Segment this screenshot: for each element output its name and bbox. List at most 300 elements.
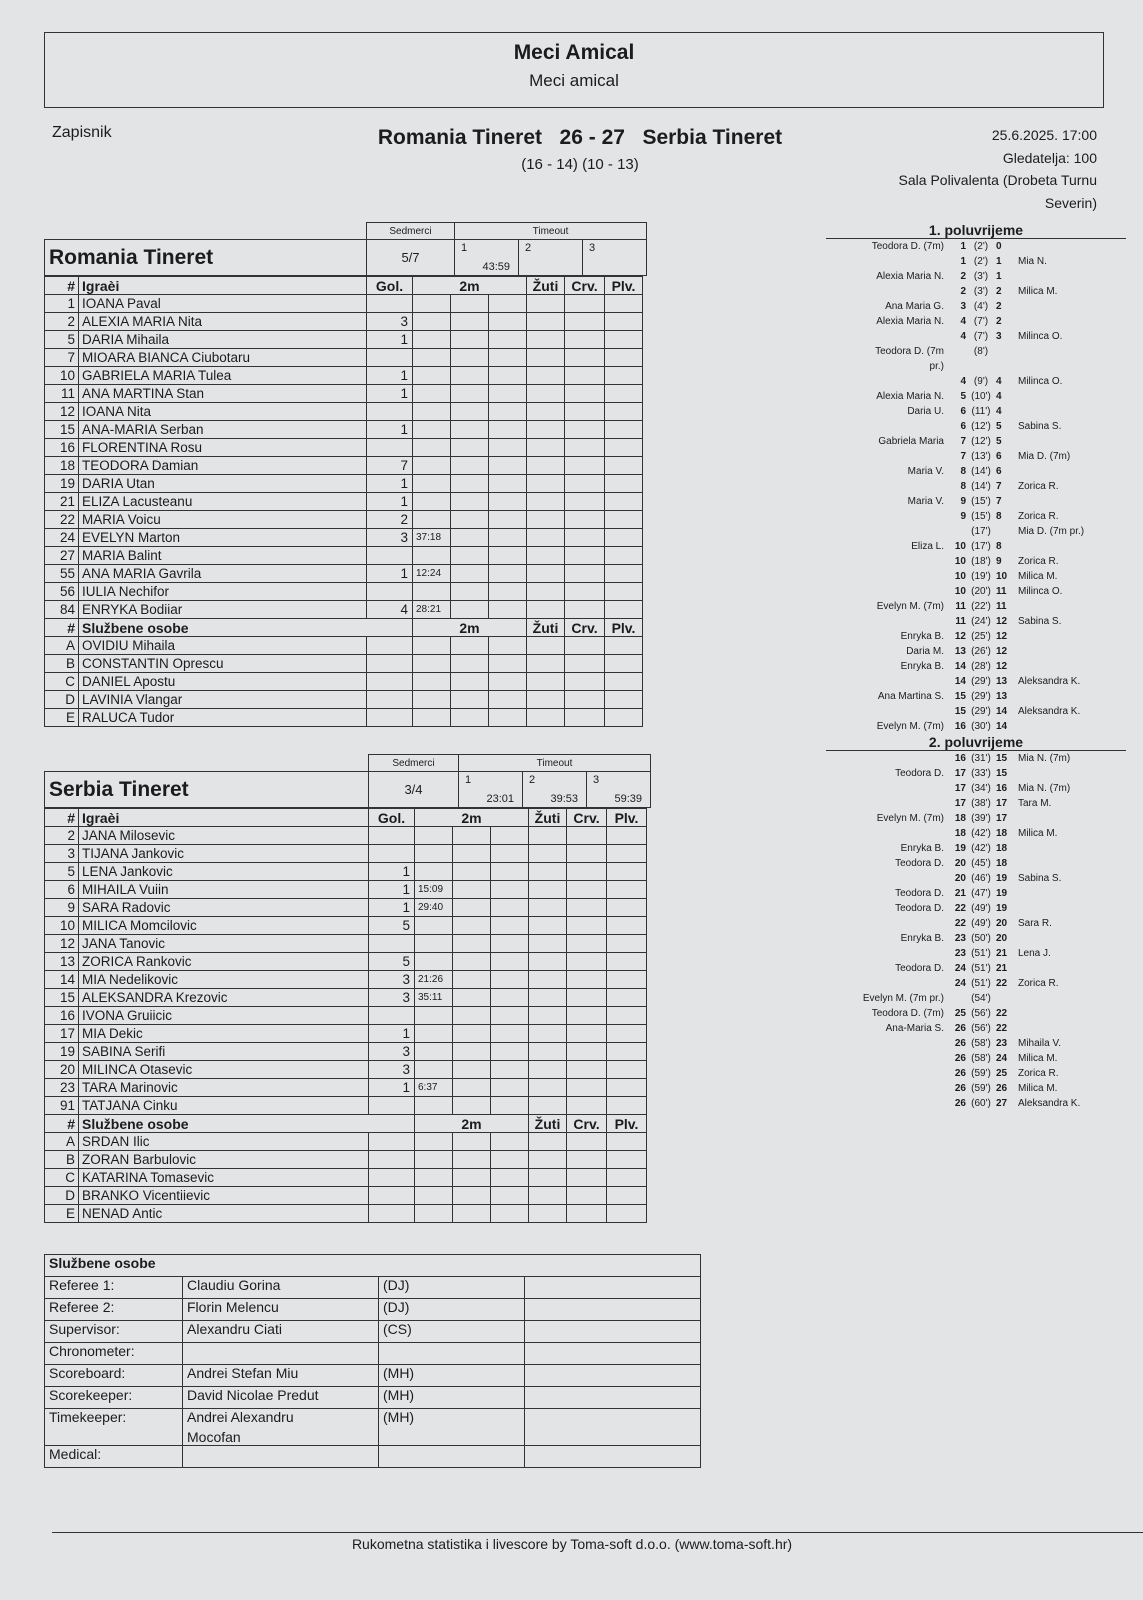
player-name: EVELYN Marton	[79, 529, 367, 547]
player-stat-cell	[489, 529, 527, 547]
official-stat-cell	[489, 673, 527, 691]
team-a-player-row	[45, 547, 643, 565]
col-2min: 2m	[415, 1115, 529, 1133]
player-goals	[367, 403, 413, 421]
official-name: BRANKO Vicentiievic	[79, 1187, 369, 1205]
home-score: 23	[954, 933, 966, 944]
minute: (7')	[973, 331, 989, 342]
home-scorer	[826, 374, 948, 389]
player-2min-1: 12:24	[413, 565, 451, 583]
minute: (2')	[973, 256, 989, 267]
home-scorer: Evelyn M. (7m)	[876, 721, 944, 732]
official-stat-cell	[529, 1187, 567, 1205]
away-scorer: Aleksandra K.	[1018, 1098, 1081, 1109]
home-score: 26	[954, 1023, 966, 1034]
away-score: 2	[996, 301, 1002, 312]
official-code	[379, 1343, 525, 1365]
player-stat-cell	[453, 971, 491, 989]
player-goals: 3	[367, 529, 413, 547]
player-name: IOANA Paval	[79, 295, 367, 313]
minute: (18')	[971, 556, 991, 567]
home-score: 5	[960, 391, 966, 402]
player-number: 5	[45, 331, 79, 349]
official-extra	[525, 1343, 701, 1365]
official-extra	[525, 1277, 701, 1299]
col-yellow: Žuti	[527, 619, 565, 637]
player-number: 16	[45, 1007, 79, 1025]
minute: (15')	[971, 496, 991, 507]
home-score: 6	[960, 406, 966, 417]
team-b-roster	[44, 808, 647, 1223]
player-name: IVONA Gruiicic	[79, 1007, 369, 1025]
team-a-official-row	[45, 637, 643, 655]
away-scorer	[1014, 886, 1018, 901]
player-stat-cell	[491, 971, 529, 989]
team-a-player-row	[45, 457, 643, 475]
official-role: Medical:	[45, 1446, 183, 1468]
goal-log-row	[826, 554, 1126, 569]
away-score: 12	[996, 661, 1008, 672]
player-stat-cell	[451, 601, 489, 619]
home-scorer	[826, 329, 948, 344]
team-b-timeout-1: 1 23:01	[459, 772, 523, 808]
away-scorer: Sabina S.	[1018, 421, 1062, 432]
official-letter: A	[45, 1133, 79, 1151]
away-scorer: Milica M.	[1018, 1053, 1058, 1064]
minute: (14')	[971, 466, 991, 477]
home-score: 6	[960, 421, 966, 432]
minute: (38')	[971, 798, 991, 809]
player-name: SABINA Serifi	[79, 1043, 369, 1061]
official-role: Timekeeper:	[45, 1409, 183, 1446]
official-stat-cell	[529, 1169, 567, 1187]
player-2min-1: 21:26	[415, 971, 453, 989]
venue-line-2: Severin)	[1044, 194, 1097, 211]
player-stat-cell	[489, 385, 527, 403]
minute: (47')	[971, 888, 991, 899]
team-b-player-row	[45, 881, 647, 899]
home-score: 8	[960, 466, 966, 477]
player-stat-cell	[489, 511, 527, 529]
col-2min: 2m	[413, 619, 527, 637]
official-stat-cell	[489, 637, 527, 655]
official-role-row	[45, 1277, 701, 1299]
official-person-line: Mocofan	[187, 1429, 241, 1445]
home-scorer	[826, 916, 948, 931]
footer-credit: Rukometna statistika i livescore by Toma-soft d.o.o. (www.toma-soft.hr)	[351, 1536, 793, 1552]
player-stat-cell	[453, 899, 491, 917]
player-stat-cell	[529, 1097, 567, 1115]
player-stat-cell	[529, 1025, 567, 1043]
player-stat-cell	[529, 1061, 567, 1079]
player-stat-cell	[527, 385, 565, 403]
home-scorer: Evelyn M. (7m)	[876, 601, 944, 612]
official-name: RALUCA Tudor	[79, 709, 367, 727]
goal-log-row	[826, 704, 1126, 719]
player-name: MARIA Voicu	[79, 511, 367, 529]
player-stat-cell	[529, 899, 567, 917]
official-stat-cell	[491, 1187, 529, 1205]
home-scorer	[826, 1036, 948, 1051]
minute: (33')	[971, 768, 991, 779]
away-score: 15	[996, 753, 1008, 764]
official-stat-cell	[565, 673, 605, 691]
minute: (49')	[971, 903, 991, 914]
away-scorer: Sabina S.	[1018, 873, 1062, 884]
away-scorer: Mia N. (7m)	[1018, 753, 1071, 764]
team-b-player-row	[45, 935, 647, 953]
player-goals	[367, 295, 413, 313]
official-extra	[525, 1321, 701, 1343]
team-a-player-row	[45, 601, 643, 619]
player-stat-cell	[453, 953, 491, 971]
col-blue: Plv.	[607, 1115, 647, 1133]
player-stat-cell	[527, 331, 565, 349]
player-stat-cell	[489, 583, 527, 601]
player-number: 11	[45, 385, 79, 403]
goal-log-row	[826, 374, 1126, 389]
final-score: 26 - 27	[559, 126, 625, 149]
minute: (60')	[971, 1098, 991, 1109]
home-score: 11	[955, 616, 966, 627]
home-scorer: Alexia Maria N.	[876, 316, 944, 327]
player-stat-cell	[529, 989, 567, 1007]
player-number: 13	[45, 953, 79, 971]
player-stat-cell	[491, 953, 529, 971]
goal-log-row	[826, 479, 1126, 494]
player-stat-cell	[491, 1061, 529, 1079]
minute: (29')	[971, 691, 991, 702]
official-stat-cell	[605, 691, 643, 709]
goal-log-row	[826, 976, 1126, 991]
official-person	[183, 1343, 379, 1365]
minute: (17')	[971, 541, 991, 552]
away-score: 15	[996, 768, 1008, 779]
away-scorer: Milinca O.	[1018, 331, 1063, 342]
official-role-row	[45, 1387, 701, 1409]
player-number: 18	[45, 457, 79, 475]
home-score: 14	[954, 676, 966, 687]
home-score: 20	[954, 873, 966, 884]
player-goals: 7	[367, 457, 413, 475]
official-person: David Nicolae Predut	[183, 1387, 379, 1409]
home-scorer	[826, 449, 948, 464]
player-stat-cell	[491, 989, 529, 1007]
home-score: 2	[960, 271, 966, 282]
official-stat-cell	[567, 1151, 607, 1169]
team-a-official-row	[45, 691, 643, 709]
minute: (28')	[971, 661, 991, 672]
team-b-player-row	[45, 917, 647, 935]
home-score	[948, 524, 966, 539]
player-stat-cell	[529, 1043, 567, 1061]
official-stat-cell	[565, 709, 605, 727]
player-stat-cell	[451, 493, 489, 511]
document-header	[44, 32, 1104, 108]
away-score: 2	[996, 286, 1002, 297]
goal-log-row	[826, 826, 1126, 841]
team-a-player-row	[45, 565, 643, 583]
official-stat-cell	[567, 1205, 607, 1223]
official-stat-cell	[491, 1169, 529, 1187]
col-blue: Plv.	[605, 619, 643, 637]
player-name: MILICA Momcilovic	[79, 917, 369, 935]
away-score: 13	[996, 691, 1008, 702]
player-stat-cell	[453, 1025, 491, 1043]
home-score: 22	[954, 903, 966, 914]
minute: (39')	[971, 813, 991, 824]
player-name: TARA Marinovic	[79, 1079, 369, 1097]
away-score: 17	[996, 813, 1008, 824]
col-goals: Gol.	[369, 809, 415, 827]
official-name: DANIEL Apostu	[79, 673, 367, 691]
player-stat-cell	[489, 475, 527, 493]
goal-log	[826, 222, 1126, 1111]
player-stat-cell	[605, 313, 643, 331]
home-scorer	[826, 674, 948, 689]
player-2min-1	[413, 313, 451, 331]
official-role-row	[45, 1446, 701, 1468]
player-number: 21	[45, 493, 79, 511]
home-scorer	[826, 509, 948, 524]
player-2min-1	[415, 953, 453, 971]
official-stat-cell	[607, 1169, 647, 1187]
goal-log-row	[826, 404, 1126, 419]
col-yellow: Žuti	[529, 809, 567, 827]
player-2min-1	[413, 403, 451, 421]
away-scorer: Milica M.	[1018, 286, 1058, 297]
player-name: TIJANA Jankovic	[79, 845, 369, 863]
player-name: DARIA Mihaila	[79, 331, 367, 349]
official-stat-cell	[529, 1133, 567, 1151]
home-scorer: Teodora D.	[895, 963, 944, 974]
minute: (22')	[971, 601, 991, 612]
goal-log-row	[826, 991, 1126, 1006]
team-b-player-row	[45, 1025, 647, 1043]
away-score: 10	[996, 571, 1008, 582]
away-score: 24	[996, 1053, 1008, 1064]
team-a-name: Romania Tineret	[45, 240, 367, 276]
player-2min-1	[413, 547, 451, 565]
player-stat-cell	[567, 953, 607, 971]
player-stat-cell	[607, 1097, 647, 1115]
official-stat-cell	[565, 655, 605, 673]
player-stat-cell	[605, 493, 643, 511]
minute: (11')	[971, 406, 991, 417]
player-2min-1	[415, 1043, 453, 1061]
goal-log-row	[826, 1096, 1126, 1111]
player-stat-cell	[491, 899, 529, 917]
player-stat-cell	[565, 385, 605, 403]
official-code	[379, 1446, 525, 1468]
col-red: Crv.	[565, 619, 605, 637]
player-number: 7	[45, 349, 79, 367]
away-scorer	[1014, 404, 1018, 419]
player-number: 19	[45, 1043, 79, 1061]
minute: (51')	[971, 978, 991, 989]
player-number: 1	[45, 295, 79, 313]
away-scorer	[1014, 961, 1018, 976]
player-stat-cell	[565, 493, 605, 511]
away-score: 19	[996, 888, 1008, 899]
team-b-player-row	[45, 1097, 647, 1115]
player-name: IULIA Nechifor	[79, 583, 367, 601]
player-stat-cell	[489, 565, 527, 583]
player-stat-cell	[527, 493, 565, 511]
official-stat-cell	[451, 691, 489, 709]
player-stat-cell	[451, 439, 489, 457]
official-extra	[525, 1387, 701, 1409]
player-name: DARIA Utan	[79, 475, 367, 493]
player-stat-cell	[565, 403, 605, 421]
away-score: 7	[996, 481, 1002, 492]
player-stat-cell	[527, 313, 565, 331]
player-stat-cell	[491, 1079, 529, 1097]
first-half-title: 1. poluvrijeme	[826, 222, 1126, 239]
home-score: 7	[960, 436, 966, 447]
official-stat-cell	[567, 1133, 607, 1151]
player-stat-cell	[451, 403, 489, 421]
official-stat-cell	[453, 1133, 491, 1151]
footer-divider	[52, 1532, 1143, 1533]
home-scorer	[826, 1081, 948, 1096]
player-goals: 3	[369, 1043, 415, 1061]
player-name: ELIZA Lacusteanu	[79, 493, 367, 511]
home-score: 11	[955, 601, 966, 612]
home-scorer	[826, 479, 948, 494]
player-stat-cell	[607, 863, 647, 881]
player-name: JANA Milosevic	[79, 827, 369, 845]
document-subtitle: Meci amical	[529, 71, 619, 90]
player-2min-1	[413, 421, 451, 439]
away-scorer	[1014, 389, 1018, 404]
player-number: 22	[45, 511, 79, 529]
official-role-row	[45, 1299, 701, 1321]
player-stat-cell	[565, 295, 605, 313]
official-person	[183, 1409, 379, 1446]
player-stat-cell	[527, 601, 565, 619]
team-b-timeout-3: 3 59:39	[587, 772, 651, 808]
player-number: 12	[45, 403, 79, 421]
official-role-row	[45, 1343, 701, 1365]
official-stat-cell	[415, 1205, 453, 1223]
officials-title-row	[45, 1255, 701, 1277]
player-stat-cell	[529, 881, 567, 899]
minute: (15')	[971, 511, 991, 522]
team-b-player-row	[45, 899, 647, 917]
goal-log-row	[826, 284, 1126, 299]
away-scorer	[1014, 1006, 1018, 1021]
goal-log-row	[826, 1021, 1126, 1036]
player-name: ENRYKA Bodiiar	[79, 601, 367, 619]
minute: (51')	[971, 948, 991, 959]
timeout-label: Timeout	[459, 755, 651, 772]
home-scorer	[826, 254, 948, 269]
team-b-sedmerci: 3/4	[369, 772, 459, 808]
away-score: 26	[996, 1083, 1008, 1094]
player-goals	[367, 583, 413, 601]
minute: (56')	[971, 1023, 991, 1034]
official-code: (MH)	[379, 1409, 525, 1446]
minute: (10')	[971, 391, 991, 402]
match-officials-section	[44, 1254, 701, 1468]
team-a-player-row	[45, 403, 643, 421]
goal-log-row	[826, 539, 1126, 554]
minute: (12')	[971, 436, 991, 447]
player-stat-cell	[565, 547, 605, 565]
goal-log-row	[826, 254, 1126, 269]
goal-log-row	[826, 644, 1126, 659]
away-scorer: Aleksandra K.	[1018, 676, 1081, 687]
minute: (9')	[973, 376, 989, 387]
player-name: FLORENTINA Rosu	[79, 439, 367, 457]
home-score: 15	[954, 691, 966, 702]
minute	[966, 359, 996, 374]
home-score: 10	[954, 556, 966, 567]
player-stat-cell	[451, 385, 489, 403]
official-stat-cell	[567, 1169, 607, 1187]
minute: (51')	[971, 963, 991, 974]
minute: (42')	[971, 843, 991, 854]
home-score: 7	[960, 451, 966, 462]
player-stat-cell	[607, 989, 647, 1007]
home-scorer: Evelyn M. (7m)	[876, 813, 944, 824]
away-score: 16	[996, 783, 1008, 794]
official-stat-cell	[451, 709, 489, 727]
player-stat-cell	[451, 547, 489, 565]
official-stat-cell	[367, 709, 413, 727]
player-goals: 5	[369, 917, 415, 935]
minute: (50')	[971, 933, 991, 944]
player-goals: 5	[369, 953, 415, 971]
player-2min-1	[415, 1061, 453, 1079]
official-code: (MH)	[379, 1387, 525, 1409]
player-stat-cell	[565, 421, 605, 439]
player-2min-1: 15:09	[415, 881, 453, 899]
player-stat-cell	[489, 547, 527, 565]
official-stat-cell	[491, 1151, 529, 1169]
home-scorer: Ana Martina S.	[877, 691, 944, 702]
player-number: 23	[45, 1079, 79, 1097]
away-scorer	[1014, 359, 1018, 374]
official-letter: C	[45, 673, 79, 691]
player-stat-cell	[491, 1097, 529, 1115]
player-2min-1	[413, 583, 451, 601]
goal-log-row	[826, 614, 1126, 629]
player-stat-cell	[489, 421, 527, 439]
away-score: 22	[996, 1023, 1008, 1034]
away-score: 14	[996, 706, 1008, 717]
player-number: 12	[45, 935, 79, 953]
player-stat-cell	[491, 1007, 529, 1025]
official-stat-cell	[369, 1133, 415, 1151]
player-stat-cell	[451, 367, 489, 385]
player-stat-cell	[605, 457, 643, 475]
player-stat-cell	[605, 421, 643, 439]
player-stat-cell	[451, 529, 489, 547]
player-stat-cell	[527, 547, 565, 565]
home-scorer	[826, 826, 948, 841]
player-stat-cell	[491, 917, 529, 935]
goal-log-row	[826, 449, 1126, 464]
col-blue: Plv.	[607, 809, 647, 827]
team-b-official-row	[45, 1205, 647, 1223]
player-goals: 1	[369, 1079, 415, 1097]
team-a-roster	[44, 276, 643, 727]
col-red: Crv.	[567, 809, 607, 827]
player-stat-cell	[567, 1079, 607, 1097]
player-2min-1	[413, 493, 451, 511]
